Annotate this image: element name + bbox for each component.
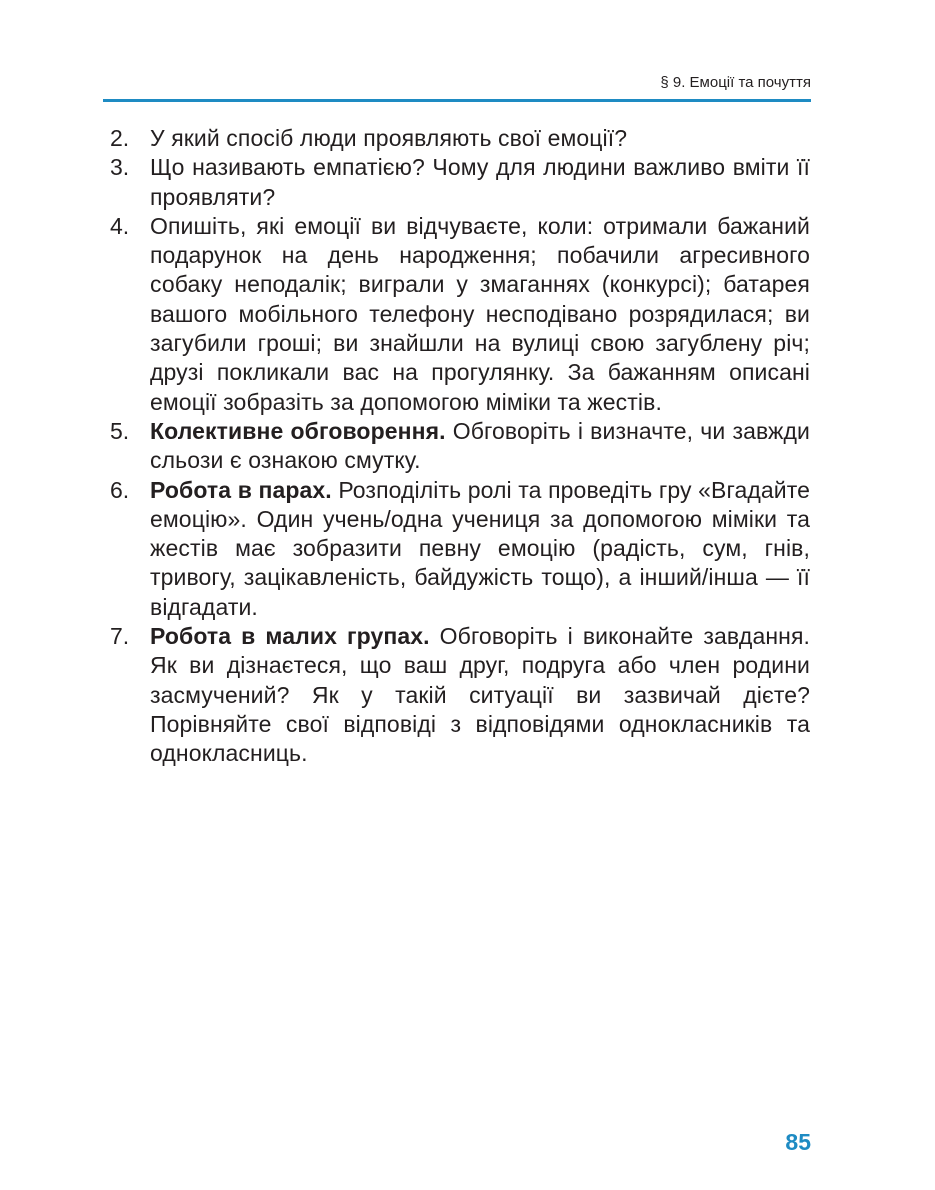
item-number: 5. [110, 417, 130, 444]
page-number: 85 [785, 1129, 811, 1155]
item-text [150, 622, 810, 768]
item-lead: Робота в малих групах. [150, 623, 430, 650]
list-item [110, 476, 810, 622]
item-text [150, 212, 810, 417]
item-number: 2. [110, 125, 130, 151]
item-text [150, 153, 810, 212]
item-body: Що називають емпатією? Чому для людини важливо вміти її проявляти? [150, 154, 810, 210]
list-item [110, 417, 810, 476]
item-text [150, 417, 810, 476]
item-body: Обговоріть і виконайте завдання. Як ви дізнаєтеся, що ваш друг, подруга або член родини засмучений? Як у такій ситуації ви зазвичай дієте? Порівняйте свої відповіді з відповідями однокласників та однокласниць. [150, 623, 810, 767]
list-item [110, 622, 810, 768]
item-number: 6. [110, 476, 130, 503]
item-number: 4. [110, 212, 130, 239]
list-item [110, 212, 810, 417]
header-rule [103, 99, 811, 102]
question-list [110, 124, 810, 769]
item-text [150, 476, 810, 622]
item-body: Обговоріть і визначте, чи завжди сльози є ознакою смутку. [150, 417, 810, 474]
list-item [110, 124, 810, 153]
item-body: Опишіть, які емоції ви відчуваєте, коли: отримали бажаний подарунок на день народження; побачили агресивного собаку неподалік; виграли у змаганнях (конкурсі); батарея вашого мобільного телефону несподівано розрядилася; ви загубили гроші; ви знайшли на вулиці свою загублену річ; друзі покликали вас на прогулянку. За бажанням описані емоції зобразіть за допомогою міміки та жестів. [150, 212, 810, 415]
item-number: 7. [110, 623, 130, 650]
item-lead: Колективне обговорення. [150, 417, 446, 444]
item-lead: Робота в парах. [150, 476, 332, 503]
list-item [110, 153, 810, 212]
item-body: Розподіліть ролі та проведіть гру «Вгадайте емоцію». Один учень/одна учениця за допомогою міміки та жестів має зобразити певну емоцію (радість, сум, гнів, тривогу, зацікавленість, байдужість тощо), а інший/інша — її відгадати. [150, 476, 810, 620]
item-body: У який спосіб люди проявляють свої емоції? [150, 125, 628, 151]
item-number: 3. [110, 154, 130, 181]
running-head: § 9. Емоції та почуття [660, 74, 811, 91]
item-text [150, 124, 810, 153]
